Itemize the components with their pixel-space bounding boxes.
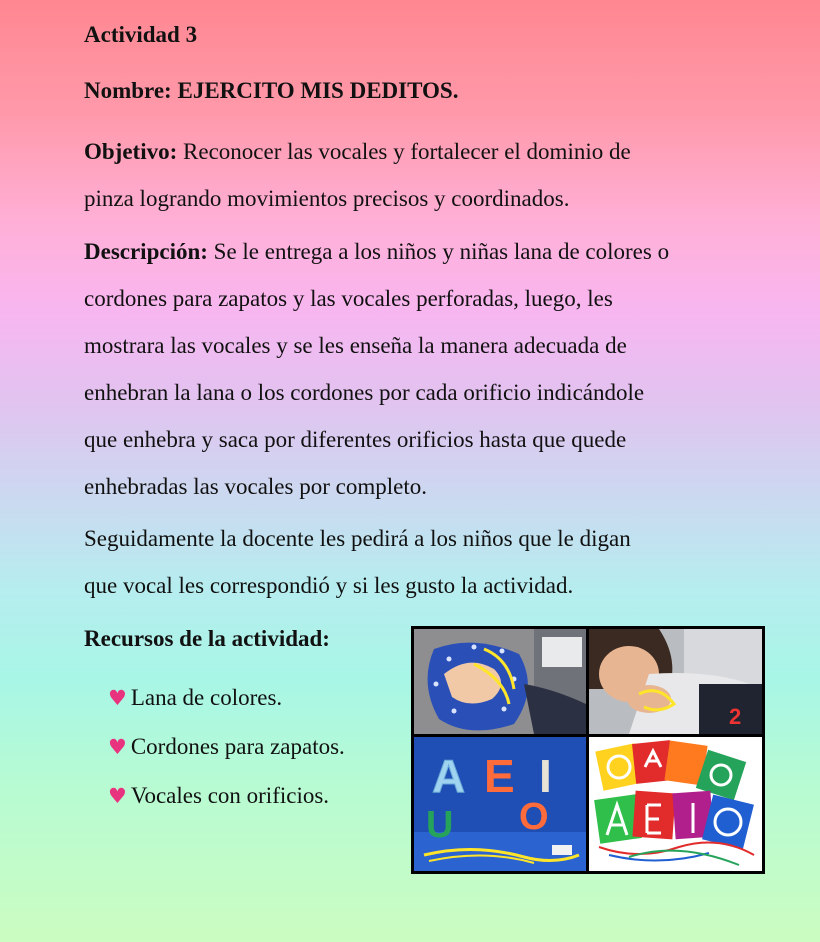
name-value: EJERCITO MIS DEDITOS.: [177, 78, 459, 103]
heart-icon: ♥: [108, 686, 127, 710]
svg-text:2: 2: [729, 704, 742, 729]
photo-collage: [411, 626, 765, 874]
heart-icon: ♥: [108, 735, 127, 759]
letter-mark: O: [519, 796, 549, 838]
photo-foam-vowels: [414, 737, 586, 871]
objective-paragraph: [84, 128, 631, 222]
description-text: Se le entrega a los niños y niñas lana de colores o: [207, 239, 670, 264]
resource-label: Vocales con orificios.: [130, 783, 330, 808]
list-item: [108, 776, 345, 825]
objective-line: [84, 128, 631, 175]
photo-lacing-cards: [589, 737, 762, 871]
resource-label: Lana de colores.: [130, 685, 283, 710]
description-line: que enhebra y saca por diferentes orificios hasta que quede: [84, 427, 627, 452]
list-item: [108, 727, 345, 776]
description-line: [84, 228, 669, 275]
activity-title: Actividad 3: [84, 22, 198, 47]
followup-line: que vocal les correspondió y si les gusto la actividad.: [84, 573, 574, 598]
description-label: Descripción:: [84, 239, 208, 264]
description-line: mostrara las vocales y se les enseña la manera adecuada de: [84, 333, 627, 358]
letter-mark: U: [426, 804, 454, 846]
list-item: [108, 678, 345, 727]
resources-list: [108, 678, 345, 825]
followup-paragraph: [84, 515, 631, 609]
description-line: enhebran la lana o los cordones por cada orificio indicándole: [84, 380, 645, 405]
letter-mark: A: [432, 750, 466, 802]
objective-label: Objetivo:: [84, 139, 178, 164]
activity-name: [84, 78, 458, 104]
heart-icon: ♥: [108, 784, 127, 808]
letter-mark: E: [484, 750, 515, 802]
photo-hand-threading: [414, 629, 586, 734]
followup-line: Seguidamente la docente les pedirá a los niños que le digan: [84, 526, 631, 551]
description-line: cordones para zapatos y las vocales perforadas, luego, les: [84, 286, 613, 311]
resources-heading: Recursos de la actividad:: [84, 626, 330, 651]
resource-label: Cordones para zapatos.: [130, 734, 345, 759]
description-paragraph: [84, 228, 669, 510]
description-line: enhebradas las vocales por completo.: [84, 474, 427, 499]
name-label: Nombre:: [84, 78, 172, 103]
letter-mark: I: [539, 750, 552, 802]
photo-child-threading: [589, 629, 762, 734]
objective-line: pinza logrando movimientos precisos y coordinados.: [84, 186, 570, 211]
objective-text: Reconocer las vocales y fortalecer el dominio de: [177, 139, 631, 164]
